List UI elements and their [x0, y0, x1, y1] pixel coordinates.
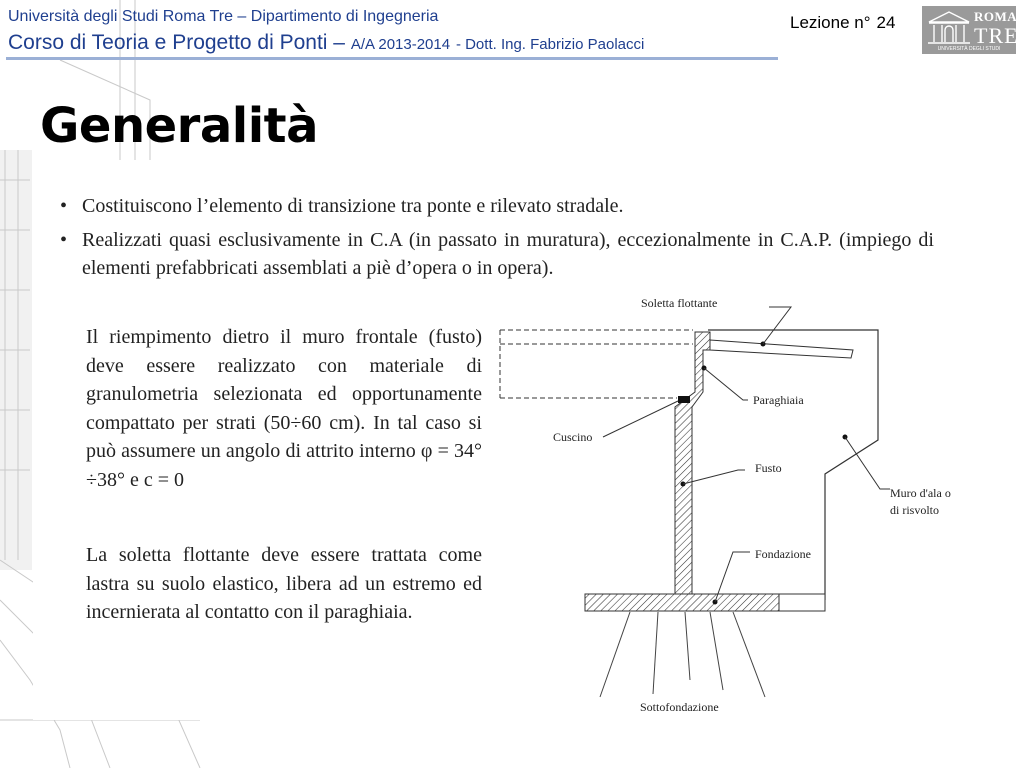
slide-title: Generalità: [40, 98, 318, 154]
logo-text-tre: TRE: [974, 23, 1019, 48]
bullet-dot-icon: •: [60, 229, 68, 251]
header-divider: [6, 57, 778, 60]
abutment-diagram: [495, 292, 975, 722]
paragraph-soletta: La soletta flottante deve essere trattata come lastra su suolo elastico, libera ad un estremo ed incernierata al contatto con il paraghiaia.: [86, 544, 482, 623]
paragraph-backfill: Il riempimento dietro il muro frontale (fusto) deve essere realizzato con materiale di granulometria selezionata ed opportunamente compattato per strati (50÷60 cm). In tal caso si può assumere un angolo di attrito interno φ = 34° ÷38° e c = 0: [86, 326, 482, 491]
label-cuscino: Cuscino: [553, 430, 593, 444]
deck-outline: [500, 330, 693, 398]
header-university: Università degli Studi Roma Tre – Dipartimento di Ingegneria: [8, 8, 439, 25]
lesson-number: 24: [876, 13, 896, 32]
bearing-pad: [678, 396, 690, 403]
logo-text-university: UNIVERSITÀ DEGLI STUDI: [937, 46, 1001, 52]
bullet-item: [58, 192, 934, 220]
header-course: [8, 31, 644, 55]
foundation-footing: [585, 594, 779, 611]
bullet-text: Realizzati quasi esclusivamente in C.A (in passato in muratura), eccezionalmente in C.A.P. (impiego di elementi prefabbricati assemblati a piè d’opera o in opera).: [82, 229, 934, 279]
abutment-stem: [675, 332, 710, 594]
teacher-name: - Dott. Ing. Fabrizio Paolacci: [455, 36, 645, 53]
label-fusto: Fusto: [755, 461, 782, 475]
floating-slab: [710, 340, 853, 358]
course-title: Corso di Teoria e Progetto di Ponti –: [8, 31, 345, 54]
bullet-dot-icon: •: [60, 195, 68, 217]
bullet-item: [58, 226, 934, 282]
lesson-indicator: [790, 13, 895, 33]
university-building-icon: [925, 8, 973, 48]
label-sottofondazione: Sottofondazione: [640, 700, 719, 714]
label-soletta-flottante: Soletta flottante: [641, 296, 718, 310]
bullet-list: [58, 192, 934, 288]
roma-tre-logo: [922, 6, 1019, 54]
foundation-extension: [779, 594, 825, 611]
label-muro-ala-2: di risvolto: [890, 503, 940, 517]
lesson-label: Lezione n°: [790, 13, 871, 32]
label-muro-ala-1: Muro d'ala o: [890, 486, 951, 500]
label-paraghiaia: Paraghiaia: [753, 393, 804, 407]
sub-foundation-lines: [600, 612, 765, 697]
logo-text-roma: ROMA: [974, 9, 1018, 24]
label-fondazione: Fondazione: [755, 547, 811, 561]
bullet-text: Costituiscono l’elemento di transizione tra ponte e rilevato stradale.: [82, 195, 624, 217]
academic-year: A/A 2013-2014: [350, 36, 451, 53]
